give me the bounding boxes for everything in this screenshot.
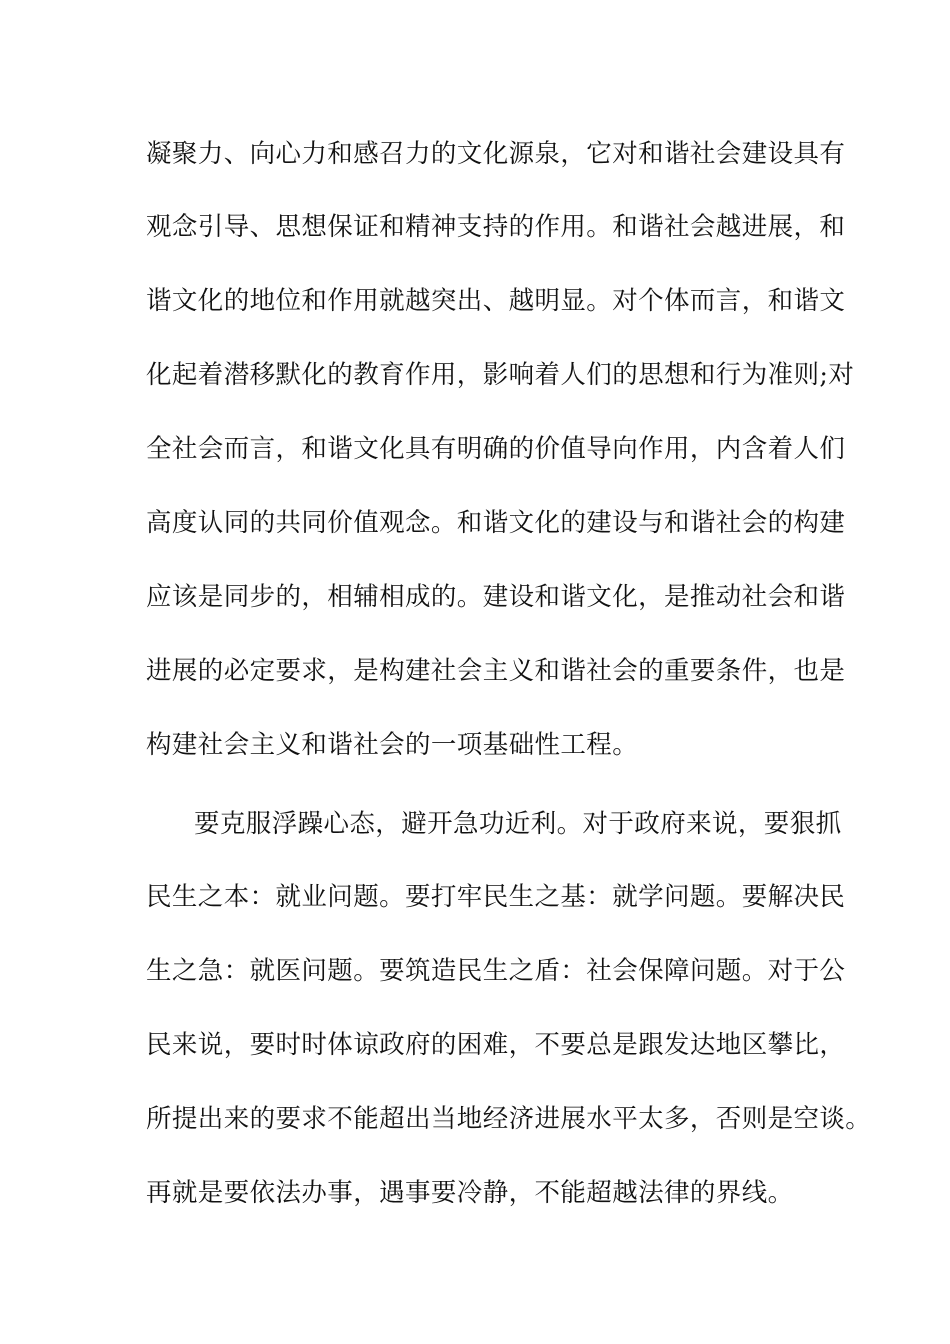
paragraph-2-line: 民生之本：就业问题。要打牢民生之基：就学问题。要解决民 [146, 882, 846, 912]
paragraph-2-line: 再就是要依法办事，遇事要冷静，不能超越法律的界线。 [146, 1178, 794, 1208]
paragraph-2-line: 所提出来的要求不能超出当地经济进展水平太多，否则是空谈。 [146, 1104, 872, 1134]
paragraph-2-line: 要克服浮躁心态，避开急功近利。对于政府来说，要狠抓 [194, 809, 842, 839]
paragraph-1-line: 谐文化的地位和作用就越突出、越明显。对个体而言，和谐文 [146, 286, 846, 316]
paragraph-1-line: 构建社会主义和谐社会的一项基础性工程。 [146, 730, 639, 760]
paragraph-1-line: 进展的必定要求，是构建社会主义和谐社会的重要条件，也是 [146, 656, 846, 686]
paragraph-1-line: 高度认同的共同价值观念。和谐文化的建设与和谐社会的构建 [146, 508, 846, 538]
paragraph-2-line: 民来说，要时时体谅政府的困难，不要总是跟发达地区攀比， [146, 1030, 846, 1060]
paragraph-1-line: 凝聚力、向心力和感召力的文化源泉，它对和谐社会建设具有 [146, 139, 846, 169]
paragraph-1-line: 观念引导、思想保证和精神支持的作用。和谐社会越进展，和 [146, 212, 846, 242]
paragraph-1-line: 全社会而言，和谐文化具有明确的价值导向作用，内含着人们 [146, 434, 846, 464]
paragraph-1-line: 应该是同步的，相辅相成的。建设和谐文化，是推动社会和谐 [146, 582, 846, 612]
paragraph-2-line: 生之急：就医问题。要筑造民生之盾：社会保障问题。对于公 [146, 956, 846, 986]
paragraph-1-line: 化起着潜移默化的教育作用，影响着人们的思想和行为准则;对 [146, 360, 855, 390]
